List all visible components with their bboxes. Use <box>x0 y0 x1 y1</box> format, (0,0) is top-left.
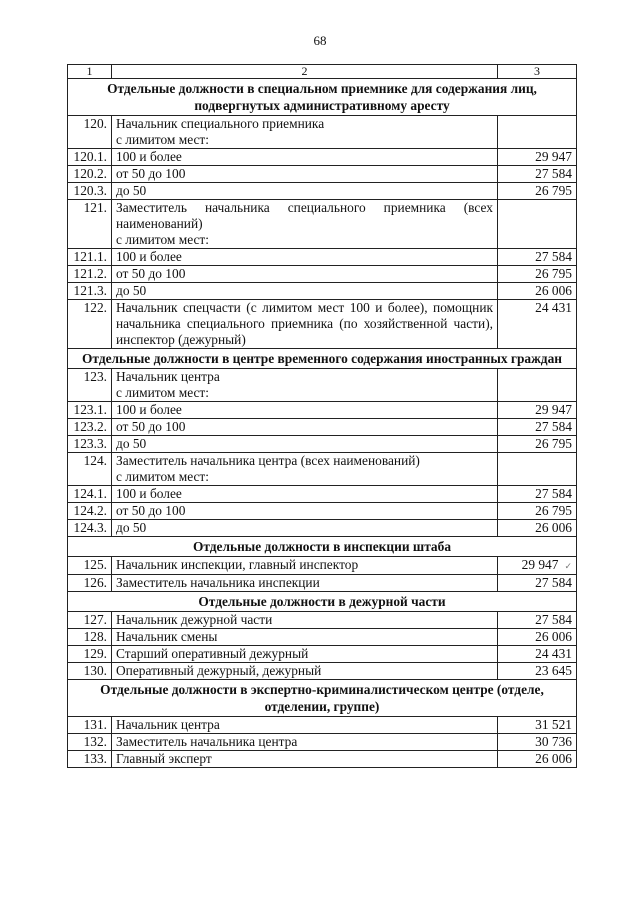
salary-value-cell <box>498 663 577 680</box>
description-line: от 50 до 100 <box>116 266 186 281</box>
item-number: 120.2. <box>68 166 112 183</box>
table-row <box>68 486 577 503</box>
salary-table <box>67 64 577 768</box>
position-description <box>112 200 498 249</box>
salary-value-cell <box>498 646 577 663</box>
description-line: Начальник дежурной части <box>116 612 273 627</box>
item-number: 120.1. <box>68 149 112 166</box>
table-row <box>68 116 577 149</box>
position-description <box>112 266 498 283</box>
description-line: Заместитель начальника центра <box>116 734 298 749</box>
table-row <box>68 149 577 166</box>
table-body <box>68 65 577 768</box>
salary-value: 26 006 <box>535 283 572 298</box>
table-row <box>68 646 577 663</box>
table-row <box>68 266 577 283</box>
item-number: 122. <box>68 300 112 349</box>
description-line: 100 и более <box>116 149 182 164</box>
salary-value-cell <box>498 183 577 200</box>
position-description <box>112 419 498 436</box>
position-description <box>112 734 498 751</box>
salary-value-cell <box>498 283 577 300</box>
position-description <box>112 300 498 349</box>
table-row <box>68 557 577 575</box>
position-description <box>112 369 498 402</box>
item-number: 124.1. <box>68 486 112 503</box>
salary-value-cell <box>498 249 577 266</box>
table-row <box>68 283 577 300</box>
position-description <box>112 646 498 663</box>
position-description <box>112 717 498 734</box>
header-col-3: 3 <box>498 65 577 79</box>
description-line: Главный эксперт <box>116 751 212 766</box>
item-number: 124.3. <box>68 520 112 537</box>
salary-value: 27 584 <box>535 166 572 181</box>
salary-value-cell <box>498 734 577 751</box>
salary-value: 26 006 <box>535 520 572 535</box>
table-row <box>68 612 577 629</box>
description-line: до 50 <box>116 436 147 451</box>
salary-value: 29 947 <box>535 149 572 164</box>
salary-value-cell <box>498 116 577 149</box>
position-description <box>112 402 498 419</box>
pencil-check-mark: ✓ <box>564 561 572 571</box>
salary-value: 24 431 <box>535 300 572 315</box>
item-number: 124. <box>68 453 112 486</box>
salary-value: 27 584 <box>535 249 572 264</box>
description-line: Начальник центра <box>116 369 220 384</box>
header-col-1: 1 <box>68 65 112 79</box>
salary-value-cell <box>498 266 577 283</box>
item-number: 123. <box>68 369 112 402</box>
section-title: Отдельные должности в специальном приемнике для содержания лиц, подвергнутых административному аресту <box>68 79 577 116</box>
item-number: 121.2. <box>68 266 112 283</box>
description-line: Заместитель начальника инспекции <box>116 575 320 590</box>
description-line: 100 и более <box>116 402 182 417</box>
description-line: до 50 <box>116 520 147 535</box>
table-row <box>68 734 577 751</box>
section-heading-row <box>68 79 577 116</box>
item-number: 123.1. <box>68 402 112 419</box>
header-col-2: 2 <box>112 65 498 79</box>
item-number: 131. <box>68 717 112 734</box>
description-line: от 50 до 100 <box>116 419 186 434</box>
page-number: 68 <box>313 33 327 48</box>
section-title: Отдельные должности в центре временного содержания иностранных граждан <box>68 349 577 369</box>
salary-value: 26 006 <box>535 751 572 766</box>
salary-value-cell <box>498 453 577 486</box>
table-header-row <box>68 65 577 79</box>
salary-value-cell <box>498 520 577 537</box>
description-line: Заместитель начальника центра (всех наименований) <box>116 453 420 468</box>
description-line: 100 и более <box>116 249 182 264</box>
position-description <box>112 663 498 680</box>
section-heading-row <box>68 680 577 717</box>
description-line: Начальник спецчасти (с лимитом мест 100 и более), помощник начальника специального приемника (по хозяйственной части), инспектор (дежурный) <box>116 300 493 347</box>
position-description <box>112 283 498 300</box>
description-line: Заместитель начальника специального приемника (всех наименований) <box>116 200 493 231</box>
position-description <box>112 503 498 520</box>
table-row <box>68 419 577 436</box>
salary-value-cell <box>498 419 577 436</box>
salary-value-cell <box>498 751 577 768</box>
item-number: 130. <box>68 663 112 680</box>
item-number: 120. <box>68 116 112 149</box>
salary-value: 26 795 <box>535 503 572 518</box>
salary-value: 26 795 <box>535 183 572 198</box>
table-row <box>68 183 577 200</box>
description-line: с лимитом мест: <box>116 132 209 147</box>
position-description <box>112 575 498 592</box>
section-title: Отдельные должности в инспекции штаба <box>68 537 577 557</box>
item-number: 129. <box>68 646 112 663</box>
salary-value-cell <box>498 200 577 249</box>
table-row <box>68 663 577 680</box>
description-line: с лимитом мест: <box>116 385 209 400</box>
table-row <box>68 300 577 349</box>
item-number: 120.3. <box>68 183 112 200</box>
item-number: 121.1. <box>68 249 112 266</box>
salary-value-cell <box>498 300 577 349</box>
item-number: 128. <box>68 629 112 646</box>
item-number: 132. <box>68 734 112 751</box>
table-row <box>68 249 577 266</box>
item-number: 121. <box>68 200 112 249</box>
salary-value-cell <box>498 503 577 520</box>
section-heading-row <box>68 349 577 369</box>
table-row <box>68 436 577 453</box>
position-description <box>112 629 498 646</box>
table-row <box>68 453 577 486</box>
table-row <box>68 503 577 520</box>
position-description <box>112 520 498 537</box>
description-line: Начальник смены <box>116 629 218 644</box>
salary-value: 26 006 <box>535 629 572 644</box>
salary-value-cell <box>498 575 577 592</box>
item-number: 123.2. <box>68 419 112 436</box>
table-row <box>68 520 577 537</box>
description-line: Начальник центра <box>116 717 220 732</box>
item-number: 127. <box>68 612 112 629</box>
salary-value: 29 947 <box>535 402 572 417</box>
position-description <box>112 249 498 266</box>
salary-value-cell <box>498 717 577 734</box>
description-line: от 50 до 100 <box>116 166 186 181</box>
salary-value: 26 795 <box>535 436 572 451</box>
salary-value: 23 645 <box>535 663 572 678</box>
item-number: 124.2. <box>68 503 112 520</box>
salary-value-cell <box>498 402 577 419</box>
description-line: от 50 до 100 <box>116 503 186 518</box>
table-row <box>68 402 577 419</box>
salary-value-cell <box>498 166 577 183</box>
position-description <box>112 751 498 768</box>
description-line: с лимитом мест: <box>116 469 209 484</box>
table-row <box>68 717 577 734</box>
item-number: 123.3. <box>68 436 112 453</box>
position-description <box>112 557 498 575</box>
salary-value-cell <box>498 369 577 402</box>
description-line: Начальник специального приемника <box>116 116 325 131</box>
section-heading-row <box>68 537 577 557</box>
item-number: 121.3. <box>68 283 112 300</box>
table-row <box>68 629 577 646</box>
section-heading-row <box>68 592 577 612</box>
item-number: 126. <box>68 575 112 592</box>
salary-value: 27 584 <box>535 486 572 501</box>
salary-value-cell <box>498 149 577 166</box>
table-row <box>68 200 577 249</box>
description-line: Старший оперативный дежурный <box>116 646 309 661</box>
position-description <box>112 149 498 166</box>
salary-value-cell <box>498 629 577 646</box>
salary-value: 30 736 <box>535 734 572 749</box>
position-description <box>112 486 498 503</box>
section-title: Отдельные должности в экспертно-криминалистическом центре (отделе, отделении, группе) <box>68 680 577 717</box>
position-description <box>112 166 498 183</box>
salary-value: 27 584 <box>535 575 572 590</box>
table-row <box>68 166 577 183</box>
position-description <box>112 183 498 200</box>
salary-value: 27 584 <box>535 612 572 627</box>
salary-value: 27 584 <box>535 419 572 434</box>
salary-value-cell <box>498 486 577 503</box>
salary-value-cell <box>498 557 577 575</box>
description-line: до 50 <box>116 283 147 298</box>
position-description <box>112 453 498 486</box>
position-description <box>112 612 498 629</box>
salary-value: 31 521 <box>535 717 572 732</box>
table-row <box>68 575 577 592</box>
description-line: 100 и более <box>116 486 182 501</box>
salary-value-cell <box>498 612 577 629</box>
table-row <box>68 751 577 768</box>
section-title: Отдельные должности в дежурной части <box>68 592 577 612</box>
description-line: Оперативный дежурный, дежурный <box>116 663 322 678</box>
position-description <box>112 436 498 453</box>
salary-value: 29 947 <box>521 557 559 572</box>
salary-value-cell <box>498 436 577 453</box>
description-line: с лимитом мест: <box>116 232 209 247</box>
position-description <box>112 116 498 149</box>
table-row <box>68 369 577 402</box>
salary-value: 26 795 <box>535 266 572 281</box>
salary-value: 24 431 <box>535 646 572 661</box>
item-number: 133. <box>68 751 112 768</box>
item-number: 125. <box>68 557 112 575</box>
description-line: Начальник инспекции, главный инспектор <box>116 557 359 572</box>
description-line: до 50 <box>116 183 147 198</box>
